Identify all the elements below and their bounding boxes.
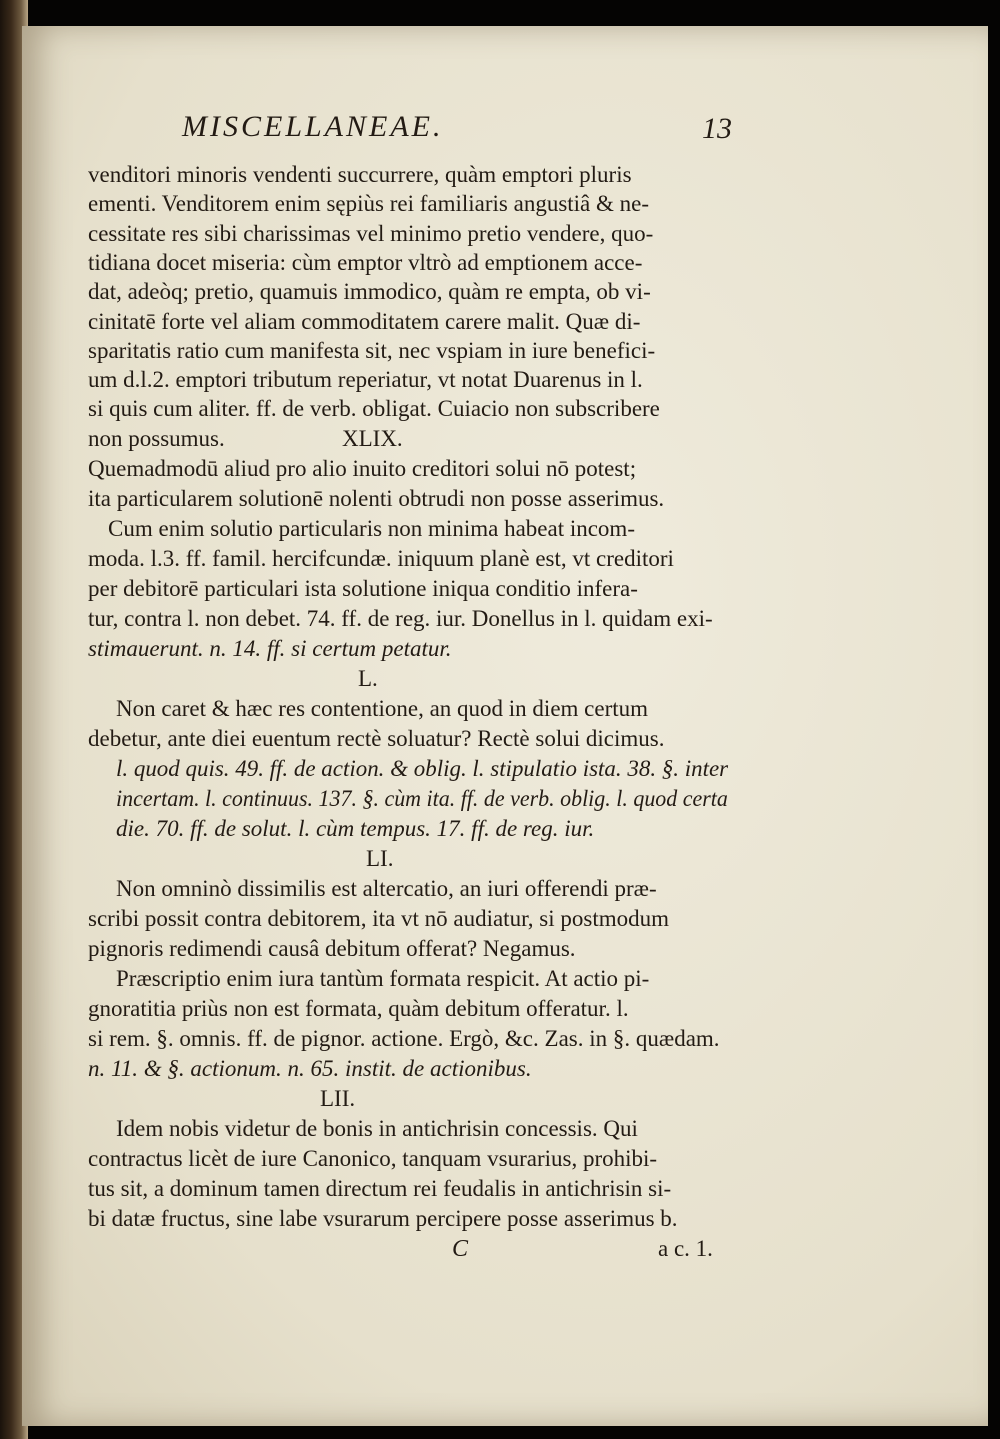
text-line: tus sit, a dominum tamen directum rei feudalis in antichrisin si- <box>88 1176 672 1201</box>
text-line: cinitatē forte vel aliam commoditatem carere malit. Quæ di- <box>88 309 641 334</box>
text-line: bi datæ fructus, sine labe vsurarum percipere posse asserimus b. <box>88 1206 678 1231</box>
text-line: die. 70. ff. de solut. l. cùm tempus. 17. ff. de reg. iur. <box>116 816 595 841</box>
section-number: LI. <box>366 846 394 871</box>
text-line: per debitorē particulari ista solutione iniqua conditio infera- <box>88 576 638 601</box>
text-line: venditori minoris vendenti succurrere, quàm emptori pluris <box>88 162 632 187</box>
section-number: LII. <box>320 1086 356 1111</box>
text-line: Idem nobis videtur de bonis in antichrisin concessis. Qui <box>116 1116 638 1141</box>
text-line: debetur, ante diei euentum rectè soluatur? Rectè solui dicimus. <box>88 726 665 751</box>
text-line: tur, contra l. non debet. 74. ff. de reg. iur. Donellus in l. quidam exi- <box>88 606 713 631</box>
text-line: Præscriptio enim iura tantùm formata respicit. At actio pi- <box>116 966 650 991</box>
text-line: contractus licèt de iure Canonico, tanquam vsurarius, prohibi- <box>88 1146 658 1171</box>
section-number: L. <box>358 666 378 691</box>
text-line: Quemadmodū aliud pro alio inuito creditori solui nō potest; <box>88 456 637 481</box>
text-line: pignoris redimendi causâ debitum offerat? Negamus. <box>88 936 576 961</box>
text-line: l. quod quis. 49. ff. de action. & oblig. l. stipulatio ista. 38. §. inter <box>116 756 729 781</box>
text-line: Non omninò dissimilis est altercatio, an iuri offerendi præ- <box>116 876 657 901</box>
text-line: si rem. §. omnis. ff. de pignor. actione. Ergò, &c. Zas. in §. quædam. <box>88 1026 720 1051</box>
text-line: ementi. Venditorem enim sępiùs rei familiaris angustiâ & ne- <box>88 191 650 216</box>
text-line: ita particularem solutionē nolenti obtrudi non posse asserimus. <box>88 486 665 511</box>
text-line: Non caret & hæc res contentione, an quod in diem certum <box>116 696 649 721</box>
book-page <box>22 26 988 1426</box>
text-line: Cum enim solutio particularis non minima habeat incom- <box>108 516 635 541</box>
text-line: n. 11. & §. actionum. n. 65. instit. de actionibus. <box>88 1056 532 1081</box>
signature-mark: C <box>452 1236 469 1262</box>
text-line: cessitate res sibi charissimas vel minimo pretio vendere, quo- <box>88 221 654 246</box>
text-line: gnoratitia priùs non est formata, quàm debitum offeratur. l. <box>88 996 629 1021</box>
text-line: non possumus. <box>88 426 225 451</box>
text-line: si quis cum aliter. ff. de verb. obligat. Cuiacio non subscribere <box>88 396 660 421</box>
text-line: tidiana docet miseria: cùm emptor vltrò ad emptionem acce- <box>88 250 643 275</box>
text-line: um d.l.2. emptori tributum reperiatur, vt notat Duarenus in l. <box>88 367 643 392</box>
text-line: incertam. l. continuus. 137. §. cùm ita. ff. de verb. oblig. l. quod certa <box>116 786 728 811</box>
text-line: moda. l.3. ff. famil. hercifcundæ. iniquum planè est, vt creditori <box>88 546 674 571</box>
section-number: XLIX. <box>342 426 403 451</box>
text-line: sparitatis ratio cum manifesta sit, nec vspiam in iure benefici- <box>88 338 656 363</box>
text-line: dat, adeòq; pretio, quamuis immodico, quàm re empta, ob vi- <box>88 279 651 304</box>
text-line: scribi possit contra debitorem, ita vt nō audiatur, si postmodum <box>88 906 670 931</box>
running-title: MISCELLANEAE. <box>182 110 444 143</box>
page-number: 13 <box>702 112 732 145</box>
catchword: a c. 1. <box>658 1236 713 1261</box>
text-line: stimauerunt. n. 14. ff. si certum petatur. <box>88 636 452 661</box>
